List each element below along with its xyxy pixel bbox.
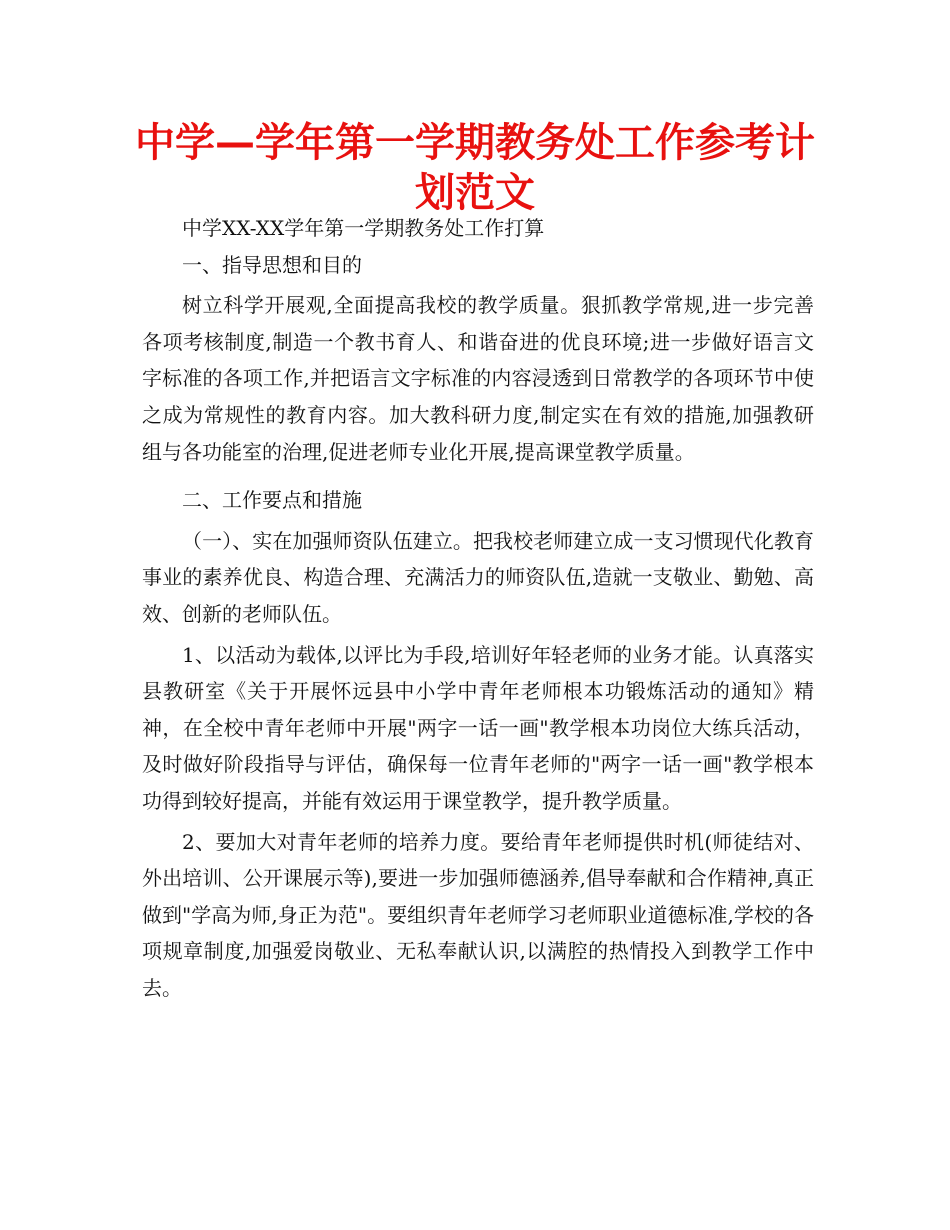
body-paragraph: 2、要加大对青年老师的培养力度。要给青年老师提供时机(师徒结对、外出培训、公开课展示等),要进一步加强师德涵养,倡导奉献和合作精神,真正做到"学高为师,身正为范"。要组织青年老师学习老师职业道德标准,学校的各项规章制度,加强爱岗敬业、无私奉献认识,以满腔的热情投入到教学工作中去。 (142, 829, 814, 1000)
section-heading-2: 二、工作要点和措施 (182, 488, 362, 513)
section-heading-1: 一、指导思想和目的 (182, 252, 362, 277)
body-paragraph: （一）、实在加强师资队伍建立。把我校老师建立成一支习惯现代化教育事业的素养优良、构造合理、充满活力的师资队伍,造就一支敬业、勤勉、高效、创新的老师队伍。 (142, 528, 814, 626)
document-title: 中学—学年第一学期教务处工作参考计划范文 (135, 120, 815, 216)
body-paragraph: 树立科学开展观,全面提高我校的教学质量。狠抓教学常规,进一步完善各项考核制度,制造一个教书育人、和谐奋进的优良环境;进一步做好语言文字标准的各项工作,并把语言文字标准的内容浸透到日常教学的各项环节中使之成为常规性的教育内容。加大教科研力度,制定实在有效的措施,加强教研组与各功能室的治理,促进老师专业化开展,提高课堂教学质量。 (142, 293, 814, 464)
subtitle-paragraph: 中学XX-XX学年第一学期教务处工作打算 (182, 216, 545, 240)
document-body (142, 210, 814, 1006)
body-paragraph: 1、以活动为载体,以评比为手段,培训好年轻老师的业务才能。认真落实县教研室《关于开展怀远县中小学中青年老师根本功锻炼活动的通知》精神，在全校中青年老师中开展"两字一话一画"教学根本功岗位大练兵活动，及时做好阶段指导与评估，确保每一位青年老师的"两字一话一画"教学根本功得到较好提高，并能有效运用于课堂教学，提升教学质量。 (142, 642, 814, 813)
